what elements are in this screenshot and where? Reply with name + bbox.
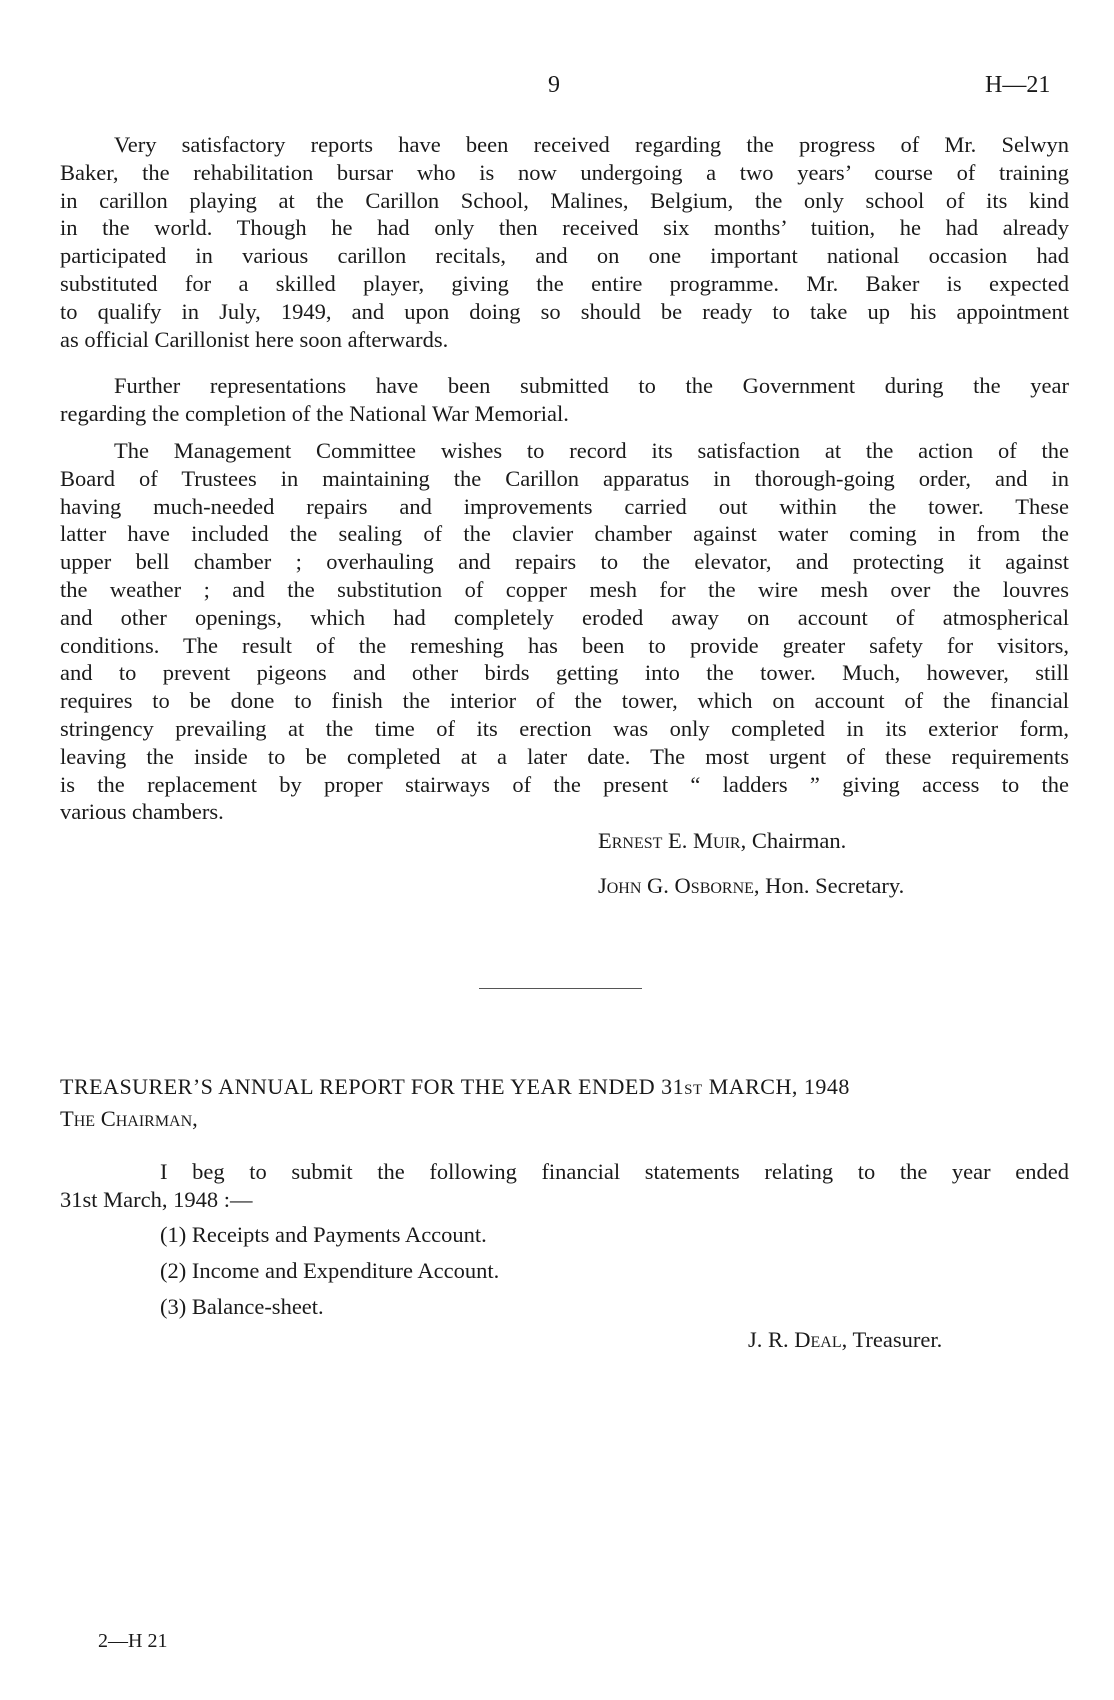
- text-line: latter have included the sealing of the clavier chamber against water coming in from the: [60, 521, 1069, 547]
- text-line: Further representations have been submitted to the Government during the year: [114, 373, 1069, 398]
- document-reference: H—21: [985, 72, 1051, 98]
- text-line: having much-needed repairs and improvements carried out within the tower. These: [60, 493, 1069, 519]
- paragraph-war-memorial: [60, 372, 1069, 428]
- text-line: in carillon playing at the Carillon School, Malines, Belgium, the only school of its kind: [60, 187, 1069, 213]
- signatory-title: , Hon. Secretary.: [753, 873, 905, 898]
- text-line: Board of Trustees in maintaining the Carillon apparatus in thorough-going order, and in: [60, 465, 1069, 491]
- signature-secretary: [598, 873, 904, 899]
- sheet-mark: 2—H 21: [98, 1630, 168, 1652]
- text-line: substituted for a skilled player, giving the entire programme. Mr. Baker is expected: [60, 270, 1069, 296]
- text-line: the weather ; and the substitution of copper mesh for the wire mesh over the louvres: [60, 576, 1069, 602]
- text-line: and other openings, which had completely eroded away on account of atmospherical: [60, 604, 1069, 630]
- statement-item-2: (2) Income and Expenditure Account.: [160, 1258, 500, 1283]
- page-number: 9: [548, 72, 560, 98]
- text-line: requires to be done to finish the interior of the tower, which on account of the financial: [60, 688, 1069, 714]
- text-line: Baker, the rehabilitation bursar who is now undergoing a two years’ course of training: [60, 159, 1069, 185]
- heading-text-end: MARCH, 1948: [702, 1074, 850, 1099]
- text-line: 31st March, 1948 :—: [60, 1186, 253, 1212]
- signature-chairman: [598, 828, 846, 854]
- text-line: is the replacement by proper stairways of the present “ ladders ” giving access to the: [60, 771, 1069, 797]
- text-line: various chambers.: [60, 799, 224, 825]
- statement-item-1: (1) Receipts and Payments Account.: [160, 1222, 487, 1247]
- text-line: as official Carillonist here soon afterwards.: [60, 326, 449, 352]
- signature-treasurer: [748, 1327, 942, 1353]
- treasurer-intro: [60, 1158, 1069, 1214]
- treasurer-report-heading: [60, 1074, 1069, 1100]
- signatory-name: J. R. Deal: [748, 1327, 842, 1352]
- text-line: leaving the inside to be completed at a later date. The most urgent of these requirements: [60, 743, 1069, 769]
- text-line: regarding the completion of the National War Memorial.: [60, 400, 569, 426]
- signatory-name: John G. Osborne: [598, 873, 754, 898]
- heading-text: TREASURER’S ANNUAL REPORT FOR THE YEAR ENDED 31: [60, 1074, 685, 1099]
- salutation: The Chairman,: [60, 1106, 198, 1131]
- text-line: stringency prevailing at the time of its erection was only completed in its exterior form,: [60, 715, 1069, 741]
- signatory-title: , Chairman.: [740, 828, 847, 853]
- text-line: conditions. The result of the remeshing has been to provide greater safety for visitors,: [60, 632, 1069, 658]
- text-line: participated in various carillon recitals, and on one important national occasion had: [60, 243, 1069, 269]
- text-line: Very satisfactory reports have been received regarding the progress of Mr. Selwyn: [114, 132, 1069, 157]
- text-line: to qualify in July, 1949, and upon doing so should be ready to take up his appointment: [60, 298, 1069, 324]
- statement-item-3: (3) Balance-sheet.: [160, 1294, 324, 1319]
- paragraph-carillonist-training: [60, 131, 1069, 353]
- text-line: The Management Committee wishes to record its satisfaction at the action of the: [114, 438, 1069, 463]
- text-line: and to prevent pigeons and other birds getting into the tower. Much, however, still: [60, 660, 1069, 686]
- signatory-name: Ernest E. Muir: [598, 828, 741, 853]
- text-line: I beg to submit the following financial statements relating to the year ended: [160, 1159, 1069, 1184]
- heading-ordinal: ST: [684, 1082, 703, 1098]
- section-divider: [479, 988, 642, 989]
- text-line: in the world. Though he had only then received six months’ tuition, he had already: [60, 215, 1069, 241]
- paragraph-management-committee: [60, 437, 1069, 826]
- signatory-title: , Treasurer.: [841, 1327, 943, 1352]
- text-line: upper bell chamber ; overhauling and repairs to the elevator, and protecting it against: [60, 549, 1069, 575]
